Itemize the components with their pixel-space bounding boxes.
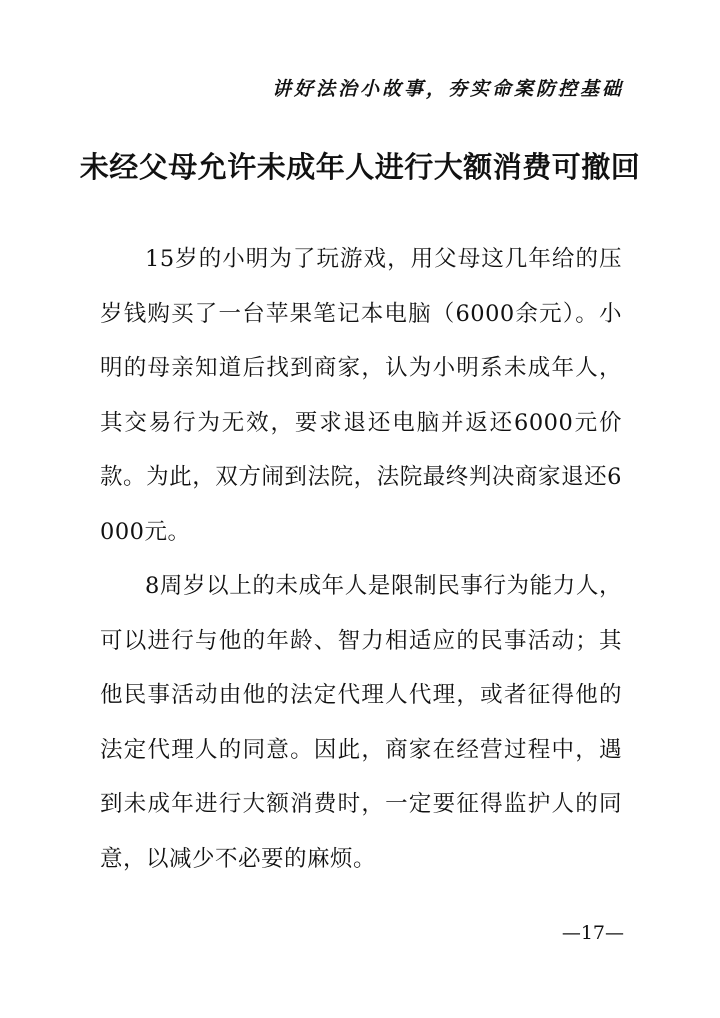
- paragraph-case-story: 15岁的小明为了玩游戏，用父母这几年给的压岁钱购买了一台苹果笔记本电脑（6000余元）。小明的母亲知道后找到商家，认为小明系未成年人，其交易行为无效，要求退还电脑并返还6000元价款。为此，双方闹到法院，法院最终判决商家退还6000元。: [100, 246, 622, 545]
- page-number: —17—: [561, 922, 624, 944]
- article-body: [100, 232, 622, 886]
- paragraph-legal-explanation: 8周岁以上的未成年人是限制民事行为能力人，可以进行与他的年龄、智力相适应的民事活动；其他民事活动由他的法定代理人代理，或者征得他的法定代理人的同意。因此，商家在经营过程中，遇到未成年进行大额消费时，一定要征得监护人的同意，以减少不必要的麻烦。: [100, 573, 622, 872]
- running-header: 讲好法治小故事，夯实命案防控基础: [271, 78, 624, 100]
- article-title: 未经父母允许未成年人进行大额消费可撤回: [79, 150, 641, 184]
